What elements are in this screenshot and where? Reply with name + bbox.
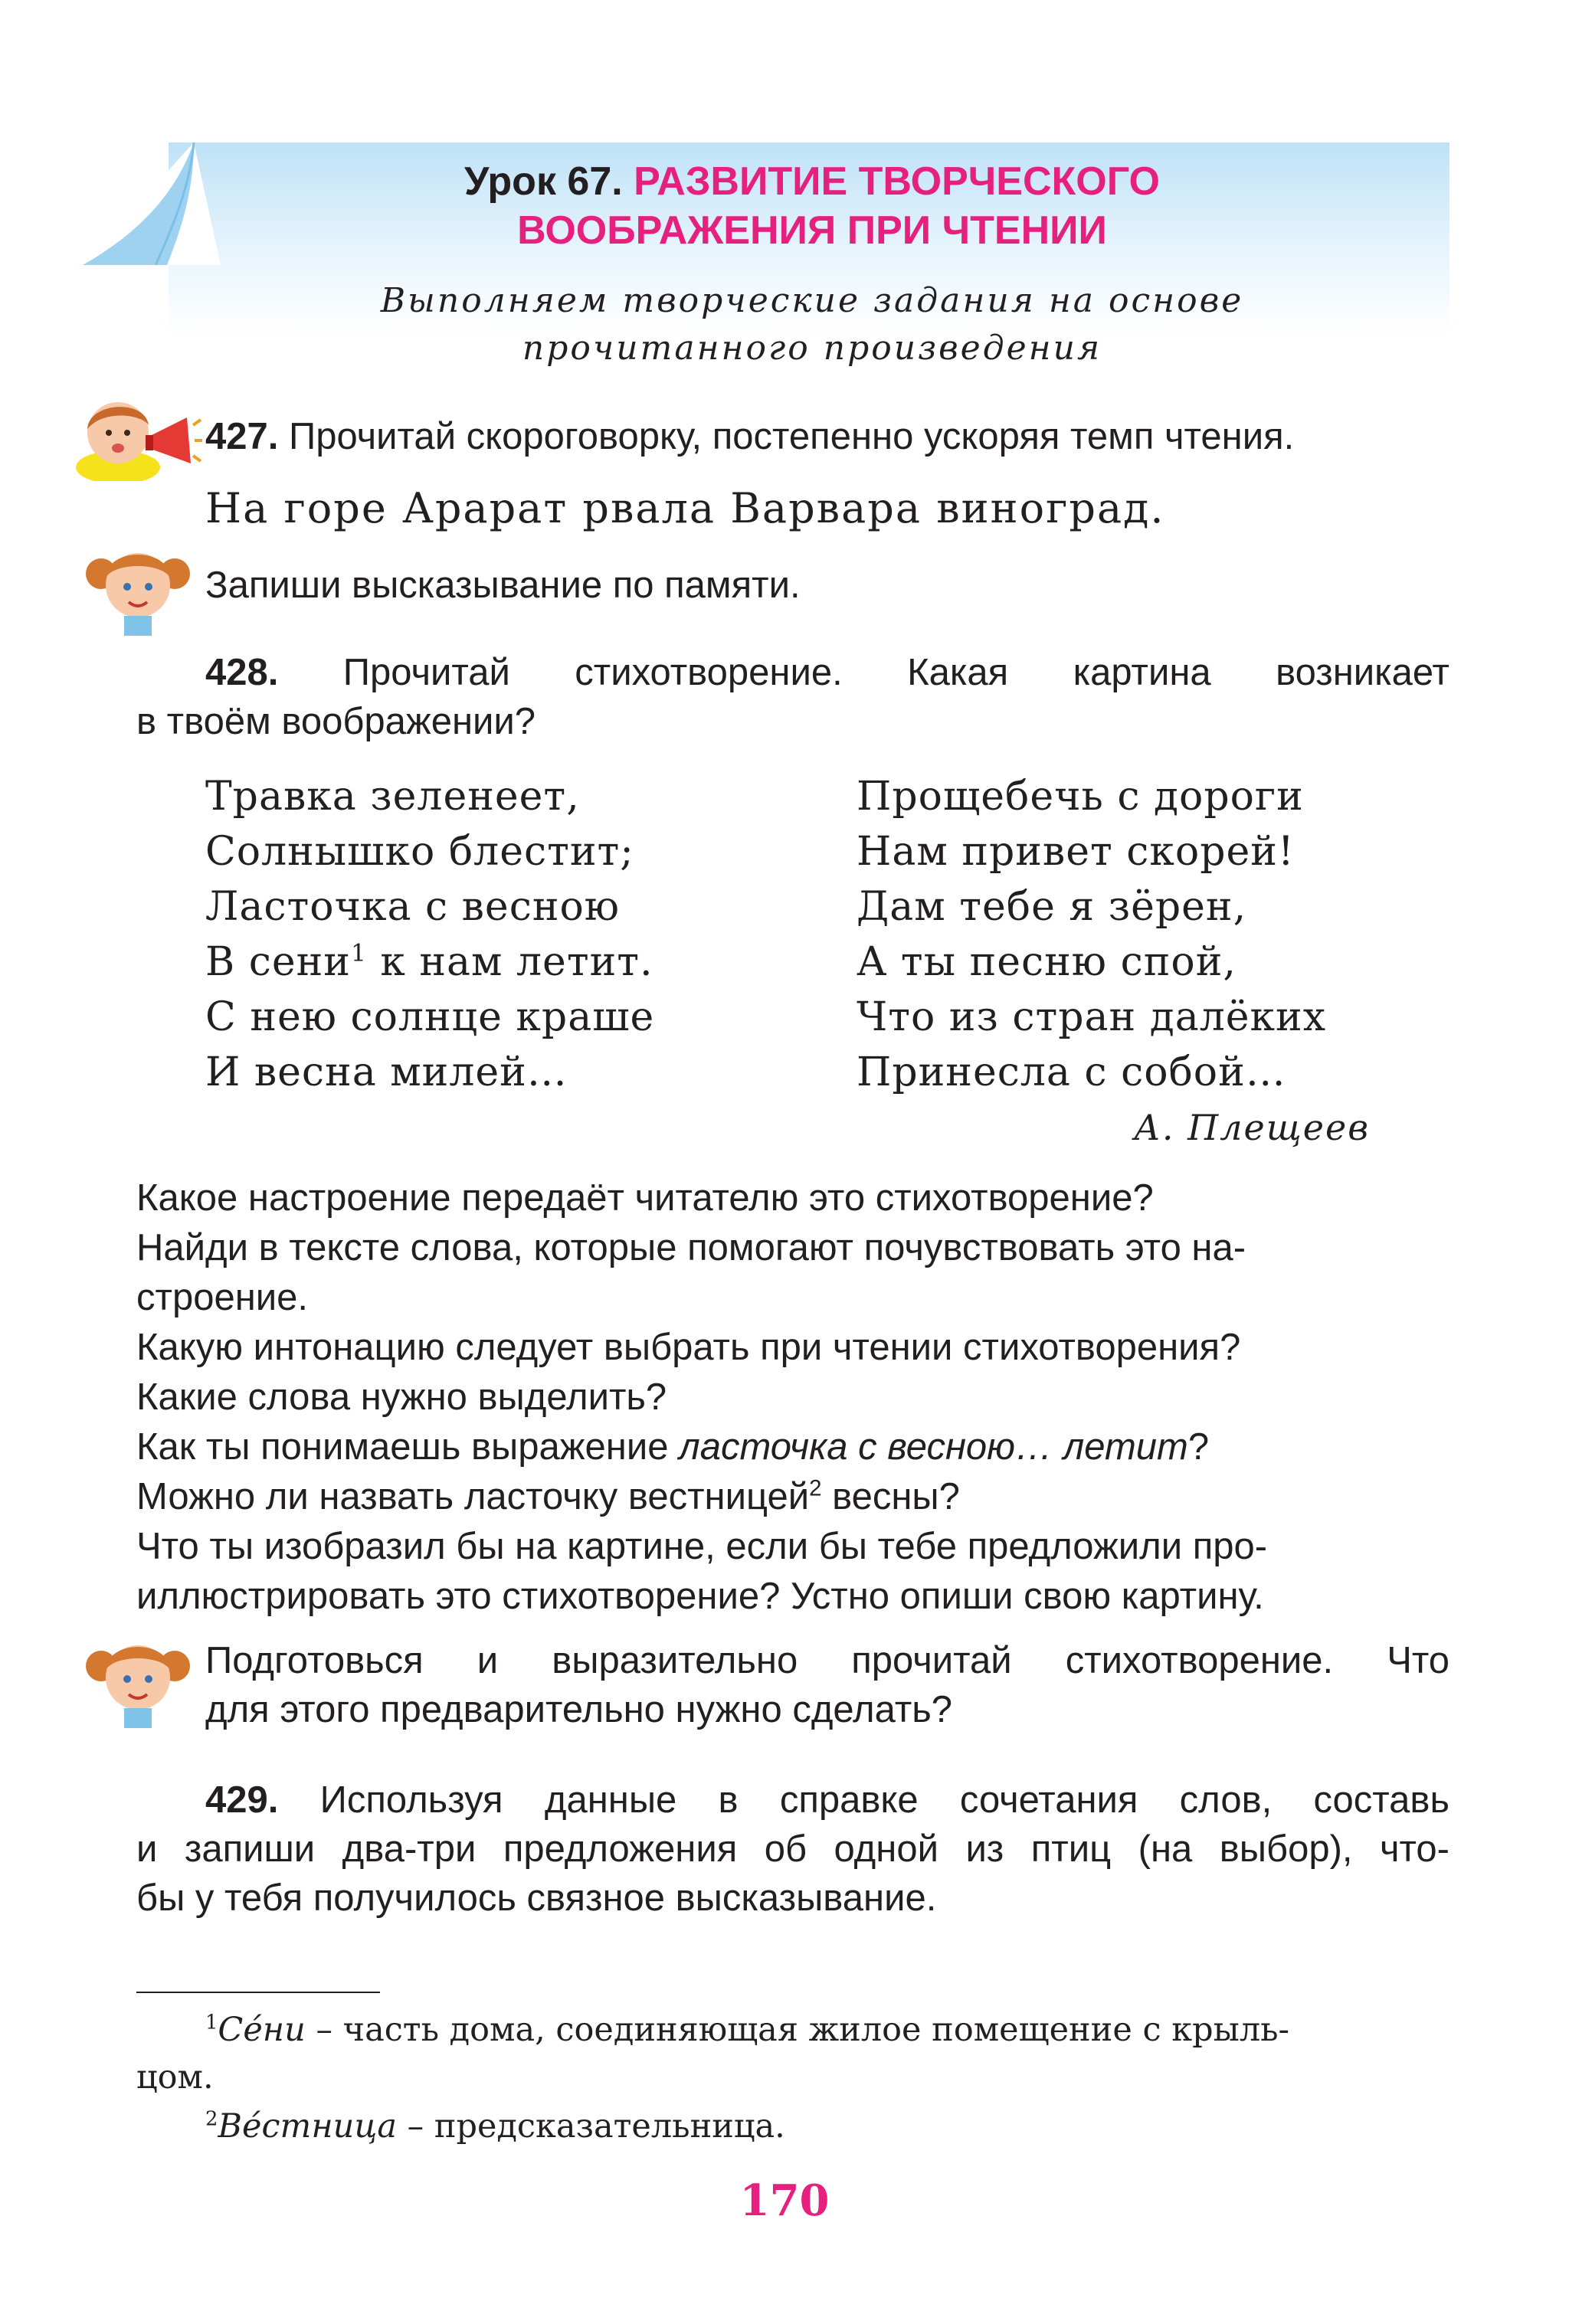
poem-line bbox=[205, 935, 654, 990]
poem-line-part: к нам летит. bbox=[366, 939, 653, 985]
footnote-2-text: – предсказательница. bbox=[396, 2107, 785, 2146]
question: иллюстрировать это стихотворение? Устно опиши свою картину. bbox=[136, 1576, 1264, 1617]
poem-line: С нею солнце краше bbox=[205, 994, 655, 1040]
poem-line: Нам привет скорей! bbox=[857, 829, 1295, 875]
lesson-number: Урок 67. bbox=[464, 159, 623, 204]
page-number: 170 bbox=[739, 2175, 830, 2226]
question: Найди в тексте слова, которые помогают почувствовать это на- bbox=[136, 1227, 1246, 1268]
footnote-1-term: Се́ни bbox=[218, 2011, 306, 2049]
question: Какую интонацию следует выбрать при чтении стихотворения? bbox=[136, 1327, 1241, 1368]
boy-megaphone-icon bbox=[72, 391, 202, 481]
task-428-instruction-line1 bbox=[205, 648, 1449, 697]
girl-icon bbox=[84, 1632, 192, 1728]
task-429-number: 429. bbox=[205, 1779, 279, 1821]
footnote-1 bbox=[205, 2005, 1449, 2054]
question: Что ты изобразил бы на картине, если бы тебе предложили про- bbox=[136, 1526, 1268, 1567]
lesson-title bbox=[230, 158, 1394, 205]
question-part: весны? bbox=[821, 1476, 960, 1517]
poem-line-part: В сени bbox=[205, 939, 351, 985]
question-part: Можно ли назвать ласточку вестницей bbox=[136, 1476, 810, 1517]
task-429-text: Используя данные в справке сочетания слов, составь bbox=[319, 1779, 1449, 1821]
poem-line: Дам тебе я зёрен, bbox=[857, 884, 1247, 930]
footnote-2-term: Ве́стница bbox=[218, 2107, 397, 2146]
footnote-2-mark: 2 bbox=[205, 2107, 218, 2131]
question: Какие слова нужно выделить? bbox=[136, 1376, 667, 1418]
question bbox=[136, 1422, 1267, 1472]
footnote-marker: 1 bbox=[350, 939, 367, 967]
footnote-1-text: – часть дома, соединяющая жилое помещение с крыль- bbox=[305, 2011, 1290, 2049]
task-427-instruction bbox=[205, 412, 1294, 461]
footnote-1-continuation: цом. bbox=[136, 2058, 214, 2097]
footnote-divider bbox=[136, 1992, 380, 1993]
footnote-2 bbox=[205, 2102, 785, 2151]
tongue-twister: На горе Арарат рвала Варвара виноград. bbox=[205, 484, 1165, 532]
lesson-title-line1: РАЗВИТИЕ ТВОРЧЕСКОГО bbox=[634, 159, 1160, 204]
footnote-marker: 2 bbox=[809, 1475, 822, 1501]
poem-line: Ласточка с весною bbox=[205, 884, 621, 930]
question-part: ? bbox=[1187, 1426, 1210, 1468]
poem-line: Принесла с собой… bbox=[857, 1049, 1286, 1095]
lesson-title-line2: ВООБРАЖЕНИЯ ПРИ ЧТЕНИИ bbox=[517, 208, 1107, 253]
poem-line: Прощебечь с дороги bbox=[857, 774, 1304, 820]
page-fold-icon bbox=[83, 142, 221, 265]
poem-left-column bbox=[205, 769, 654, 1100]
question: строение. bbox=[136, 1277, 308, 1318]
lesson-subtitle-line2: прочитанного произведения bbox=[522, 329, 1102, 368]
questions-block bbox=[136, 1173, 1267, 1622]
task-429-line2: и запиши два-три предложения об одной из птиц (на выбор), что- bbox=[136, 1828, 1449, 1870]
task-428-number: 428. bbox=[205, 652, 279, 693]
girl-icon bbox=[84, 539, 192, 636]
task-428-text: Прочитай стихотворение. Какая картина возникает bbox=[342, 652, 1449, 693]
footnote-1-mark: 1 bbox=[205, 2011, 218, 2034]
task-429-line1 bbox=[205, 1776, 1449, 1825]
prepare-task-line1: Подготовься и выразительно прочитай стихотворение. Что bbox=[205, 1640, 1449, 1681]
poem-line: Солнышко блестит; bbox=[205, 829, 634, 875]
poem-line: И весна милей… bbox=[205, 1049, 568, 1095]
task-429-line3: бы у тебя получилось связное высказывание. bbox=[136, 1877, 937, 1919]
question-quote: ласточка с весною… летит bbox=[679, 1426, 1188, 1468]
memory-task: Запиши высказывание по памяти. bbox=[205, 565, 801, 606]
task-427-number: 427. bbox=[205, 416, 279, 457]
poem-line: Травка зеленеет, bbox=[205, 774, 580, 820]
task-428-instruction-line2: в твоём воображении? bbox=[136, 701, 536, 742]
poem-line: А ты песню спой, bbox=[857, 939, 1237, 985]
poem-right-column bbox=[857, 769, 1326, 1100]
question bbox=[136, 1472, 1267, 1522]
poem-line: Что из стран далёких bbox=[857, 994, 1327, 1040]
lesson-subtitle-line1: Выполняем творческие задания на основе bbox=[380, 281, 1244, 320]
prepare-task-line2: для этого предварительно нужно сделать? bbox=[205, 1689, 953, 1730]
question: Какое настроение передаёт читателю это стихотворение? bbox=[136, 1177, 1154, 1219]
question-part: Как ты понимаешь выражение bbox=[136, 1426, 680, 1468]
poem-author: А. Плещеев bbox=[1134, 1107, 1370, 1148]
task-427-text: Прочитай скороговорку, постепенно ускоряя темп чтения. bbox=[289, 416, 1295, 457]
